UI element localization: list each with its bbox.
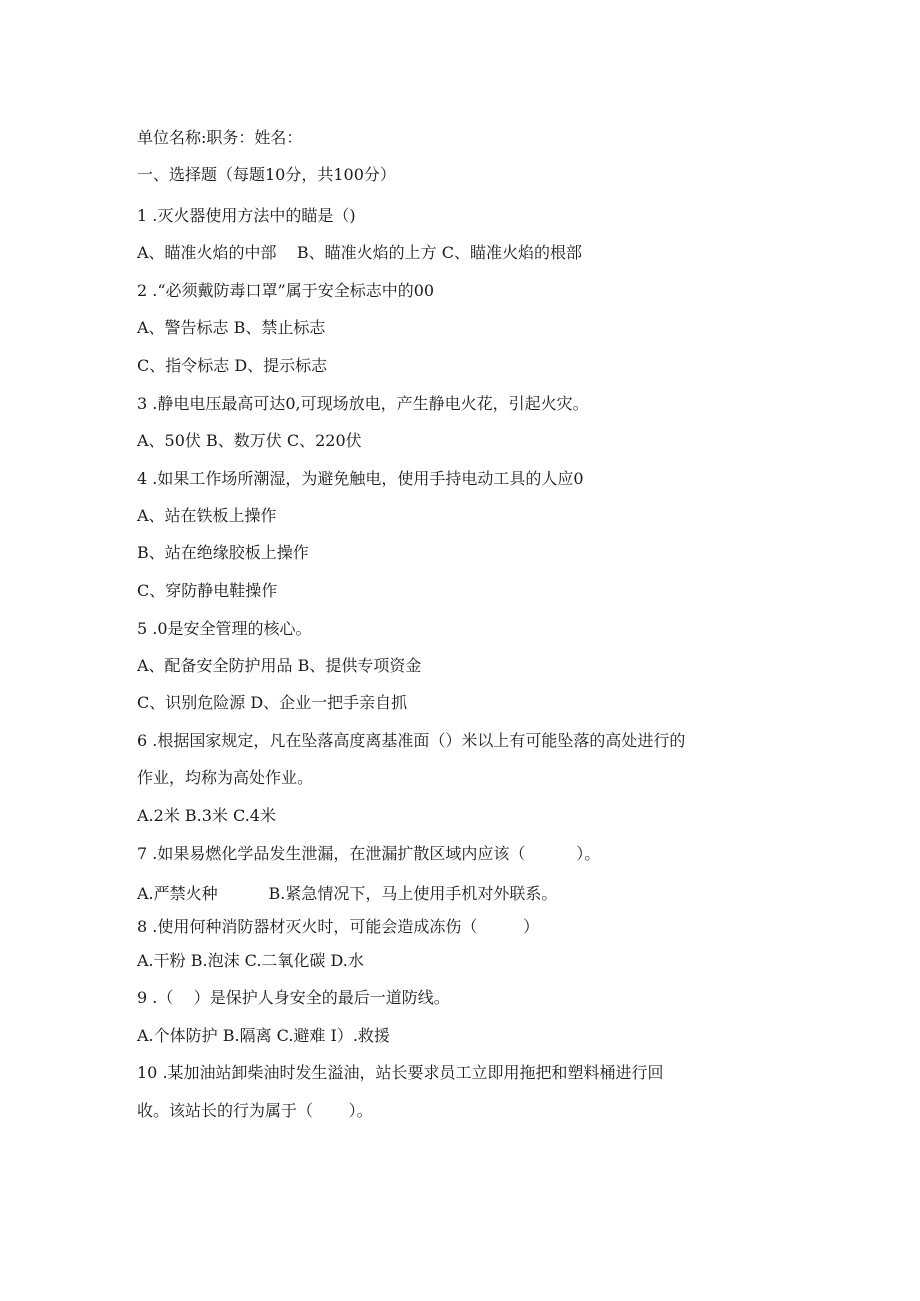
question-3-text: 3 .静电电压最高可达0,可现场放电，产生静电火花，引起火灾。: [137, 394, 589, 413]
header-info-line: 单位名称:职务：姓名：: [137, 128, 303, 147]
question-4-option-line: C、穿防静电鞋操作: [137, 581, 278, 600]
question-10-text: 10 .某加油站卸柴油时发生溢油，站长要求员工立即用拖把和塑料桶进行回: [137, 1063, 664, 1082]
section-title: 一、选择题（每题10分，共100分）: [137, 165, 396, 184]
question-10-text-continued: 收。该站长的行为属于（ ）。: [137, 1101, 373, 1120]
question-4-option-line: A、站在铁板上操作: [137, 506, 277, 525]
question-7-text: 7 .如果易燃化学品发生泄漏，在泄漏扩散区域内应该（ ）。: [137, 844, 601, 863]
question-8-option-line: A.干粉 B.泡沫 C.二氧化碳 D.水: [137, 951, 364, 970]
question-9-option-line: A.个体防护 B.隔离 C.避难 I）.救援: [137, 1026, 390, 1045]
question-5-option-line: A、配备安全防护用品 B、提供专项资金: [137, 656, 422, 675]
question-4-text: 4 .如果工作场所潮湿，为避免触电，使用手持电动工具的人应0: [137, 469, 584, 488]
question-1-option-line: A、瞄准火焰的中部 B、瞄准火焰的上方 C、瞄准火焰的根部: [137, 243, 582, 262]
question-9-text: 9 .（ ）是保护人身安全的最后一道防线。: [137, 988, 450, 1007]
question-6-option-line: A.2米 B.3米 C.4米: [137, 806, 276, 825]
question-6-text: 6 .根据国家规定，凡在坠落高度离基准面（）米以上有可能坠落的高处进行的: [137, 731, 686, 750]
question-2-option-line: A、警告标志 B、禁止标志: [137, 318, 326, 337]
question-2-text: 2 .“必须戴防毒口罩”属于安全标志中的00: [137, 281, 435, 300]
question-7-option-line: A.严禁火种 B.紧急情况下，马上使用手机对外联系。: [137, 884, 558, 903]
question-4-option-line: B、站在绝缘胶板上操作: [137, 543, 309, 562]
question-3-option-line: A、50伏 B、数万伏 C、220伏: [137, 431, 362, 450]
question-8-text: 8 .使用何种消防器材灭火时，可能会造成冻伤（ ）: [137, 917, 540, 936]
question-5-option-line: C、识别危险源 D、企业一把手亲自抓: [137, 693, 408, 712]
question-6-text-continued: 作业，均称为高处作业。: [137, 768, 314, 787]
question-2-option-line: C、指令标志 D、提示标志: [137, 356, 328, 375]
question-1-text: 1 .灭火器使用方法中的瞄是（): [137, 206, 356, 225]
question-5-text: 5 .0是安全管理的核心。: [137, 619, 312, 638]
